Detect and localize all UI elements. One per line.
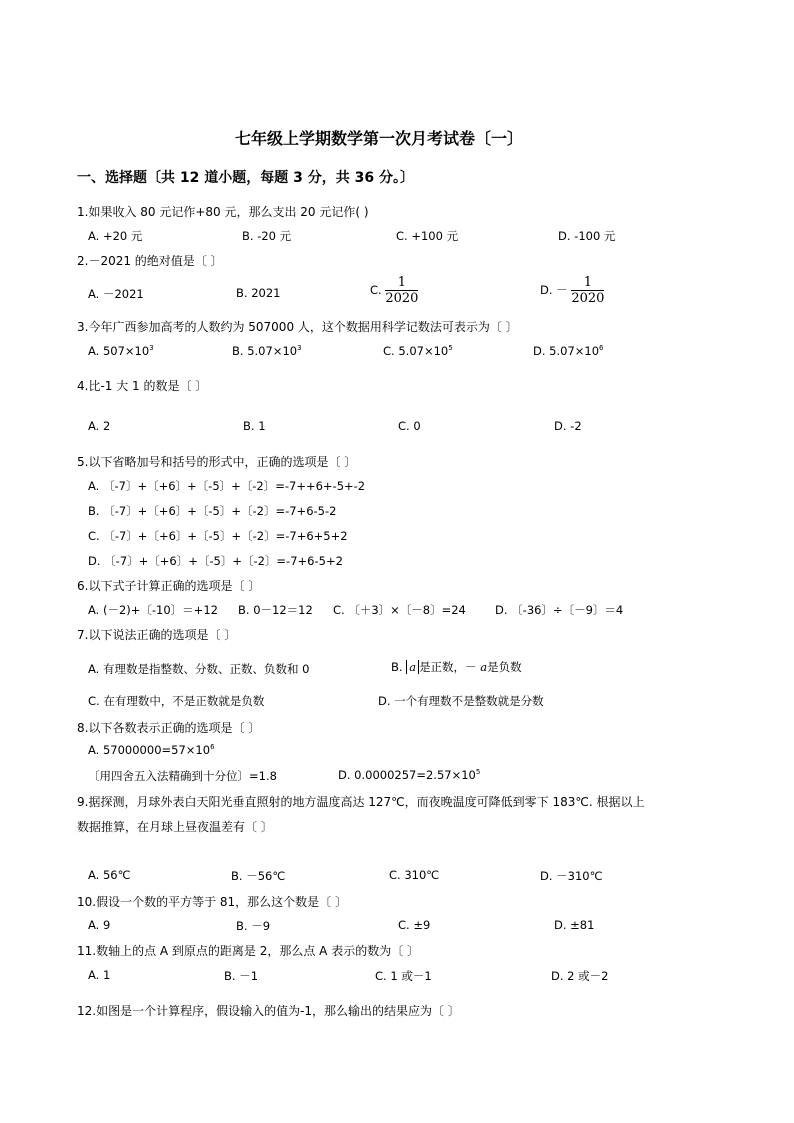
question-2-stem: 2.－2021 的绝对值是〔 〕 — [77, 254, 223, 268]
absolute-value-a: a — [406, 660, 419, 674]
numerator: 1 — [571, 276, 604, 291]
question-5-option-a[interactable]: A. 〔-7〕+〔+6〕+〔-5〕+〔-2〕=-7++6+-5+-2 — [88, 479, 366, 493]
question-8-option-c[interactable]: 〔用四舍五入法精确到十分位〕=1.8 — [88, 769, 277, 783]
question-8-option-a[interactable] — [88, 743, 215, 757]
option-label: D. － — [540, 283, 568, 297]
question-5-option-d[interactable]: D. 〔-7〕+〔+6〕+〔-5〕+〔-2〕=-7+6-5+2 — [88, 554, 343, 568]
section-heading: 一、选择题〔共 12 道小题，每题 3 分，共 36 分。〕 — [77, 170, 414, 186]
question-1-option-c[interactable]: C. +100 元 — [396, 229, 459, 243]
question-7-option-c[interactable]: C. 在有理数中，不是正数就是负数 — [88, 694, 265, 708]
question-4-stem: 4.比-1 大 1 的数是〔 〕 — [77, 379, 208, 393]
question-1-option-a[interactable]: A. +20 元 — [88, 229, 143, 243]
question-9-option-c[interactable]: C. 310℃ — [389, 868, 440, 882]
question-5-option-c[interactable]: C. 〔-7〕+〔+6〕+〔-5〕+〔-2〕=-7+6+5+2 — [88, 529, 348, 543]
exponent: 3 — [149, 344, 154, 353]
question-3-option-b[interactable] — [232, 344, 302, 358]
question-10-stem: 10.假设一个数的平方等于 81，那么这个数是〔 〕 — [77, 895, 347, 909]
question-6-option-c[interactable]: C. 〔＋3〕×〔－8〕=24 — [333, 603, 466, 617]
exponent: 3 — [297, 344, 302, 353]
question-7-option-a[interactable]: A. 有理数是指整数、分数、正数、负数和 0 — [88, 662, 310, 676]
question-9-option-b[interactable]: B. －56℃ — [231, 869, 286, 883]
exponent: 5 — [448, 344, 453, 353]
option-text: 是正数，－ — [419, 660, 477, 674]
question-9-option-d[interactable]: D. －310℃ — [540, 869, 603, 883]
question-6-option-a[interactable]: A. (－2)+〔-10〕＝+12 — [88, 603, 218, 617]
question-2-option-d[interactable] — [540, 276, 604, 305]
question-10-option-c[interactable]: C. ±9 — [398, 918, 431, 932]
question-2-option-a[interactable]: A. －2021 — [88, 287, 144, 301]
question-9-option-a[interactable]: A. 56℃ — [88, 868, 131, 882]
question-1-option-b[interactable]: B. -20 元 — [242, 229, 292, 243]
exponent: 6 — [210, 743, 215, 752]
option-text: A. 57000000=57×10 — [88, 743, 211, 757]
question-7-stem: 7.以下说法正确的选项是〔 〕 — [77, 628, 237, 642]
question-12-stem: 12.如图是一个计算程序，假设输入的值为-1，那么输出的结果应为〔 〕 — [77, 1004, 460, 1018]
option-text-suffix: 是负数 — [487, 660, 522, 674]
question-10-option-b[interactable]: B. －9 — [236, 919, 271, 933]
option-text: B. 5.07×10 — [232, 344, 298, 358]
question-4-option-d[interactable]: D. -2 — [554, 419, 582, 433]
option-text: D. 0.0000257=2.57×10 — [338, 768, 476, 782]
option-label: B. — [391, 660, 403, 674]
option-text: C. 5.07×10 — [383, 344, 449, 358]
denominator: 2020 — [571, 291, 605, 306]
question-10-option-a[interactable]: A. 9 — [88, 918, 111, 932]
option-text: A. 507×10 — [88, 344, 150, 358]
question-7-option-b[interactable] — [391, 659, 522, 675]
question-11-option-d[interactable]: D. 2 或－2 — [551, 969, 609, 983]
question-2-option-c[interactable] — [370, 276, 418, 305]
question-11-stem: 11.数轴上的点 A 到原点的距离是 2，那么点 A 表示的数为〔 〕 — [77, 944, 420, 958]
question-4-option-c[interactable]: C. 0 — [398, 419, 421, 433]
question-8-stem: 8.以下各数表示正确的选项是〔 〕 — [77, 721, 261, 735]
exponent: 6 — [599, 344, 604, 353]
question-3-option-a[interactable] — [88, 344, 154, 358]
question-7-option-d[interactable]: D. 一个有理数不是整数就是分数 — [378, 694, 544, 708]
question-8-option-d[interactable] — [338, 768, 480, 782]
variable-a: a — [480, 660, 488, 674]
fraction — [571, 276, 604, 305]
question-6-option-b[interactable]: B. 0－12＝12 — [238, 603, 313, 617]
question-9-stem-line-2: 数据推算，在月球上昼夜温差有〔 〕 — [77, 820, 273, 834]
question-3-option-c[interactable] — [383, 344, 453, 358]
question-9-stem-line-1: 9.据探测，月球外表白天阳光垂直照射的地方温度高达 127℃，而夜晚温度可降低到零下 183℃. 根据以上 — [77, 795, 645, 809]
question-4-option-a[interactable]: A. 2 — [88, 419, 111, 433]
question-2-option-b[interactable]: B. 2021 — [236, 286, 281, 300]
question-1-option-d[interactable]: D. -100 元 — [558, 229, 616, 243]
question-11-option-a[interactable]: A. 1 — [88, 968, 111, 982]
question-10-option-d[interactable]: D. ±81 — [554, 918, 595, 932]
option-text: D. 5.07×10 — [533, 344, 600, 358]
option-label: C. — [370, 283, 382, 297]
question-4-option-b[interactable]: B. 1 — [243, 419, 266, 433]
denominator: 2020 — [385, 291, 419, 306]
question-6-option-d[interactable]: D. 〔-36〕÷〔－9〕＝4 — [495, 603, 624, 617]
question-5-option-b[interactable]: B. 〔-7〕+〔+6〕+〔-5〕+〔-2〕=-7+6-5-2 — [88, 504, 337, 518]
page-title: 七年级上学期数学第一次月考试卷〔一〕 — [235, 129, 524, 148]
fraction — [385, 276, 418, 305]
exponent: 5 — [475, 768, 481, 777]
question-1-stem: 1.如果收入 80 元记作+80 元，那么支出 20 元记作( ) — [77, 205, 369, 219]
question-6-stem: 6.以下式子计算正确的选项是〔 〕 — [77, 579, 261, 593]
numerator: 1 — [385, 276, 418, 291]
question-5-stem: 5.以下省略加号和括号的形式中，正确的选项是〔 〕 — [77, 455, 357, 469]
question-11-option-c[interactable]: C. 1 或－1 — [375, 969, 432, 983]
question-3-stem: 3.今年广西参加高考的人数约为 507000 人，这个数据用科学记数法可表示为〔 〕 — [77, 320, 518, 334]
question-3-option-d[interactable] — [533, 344, 604, 358]
question-11-option-b[interactable]: B. －1 — [224, 969, 259, 983]
